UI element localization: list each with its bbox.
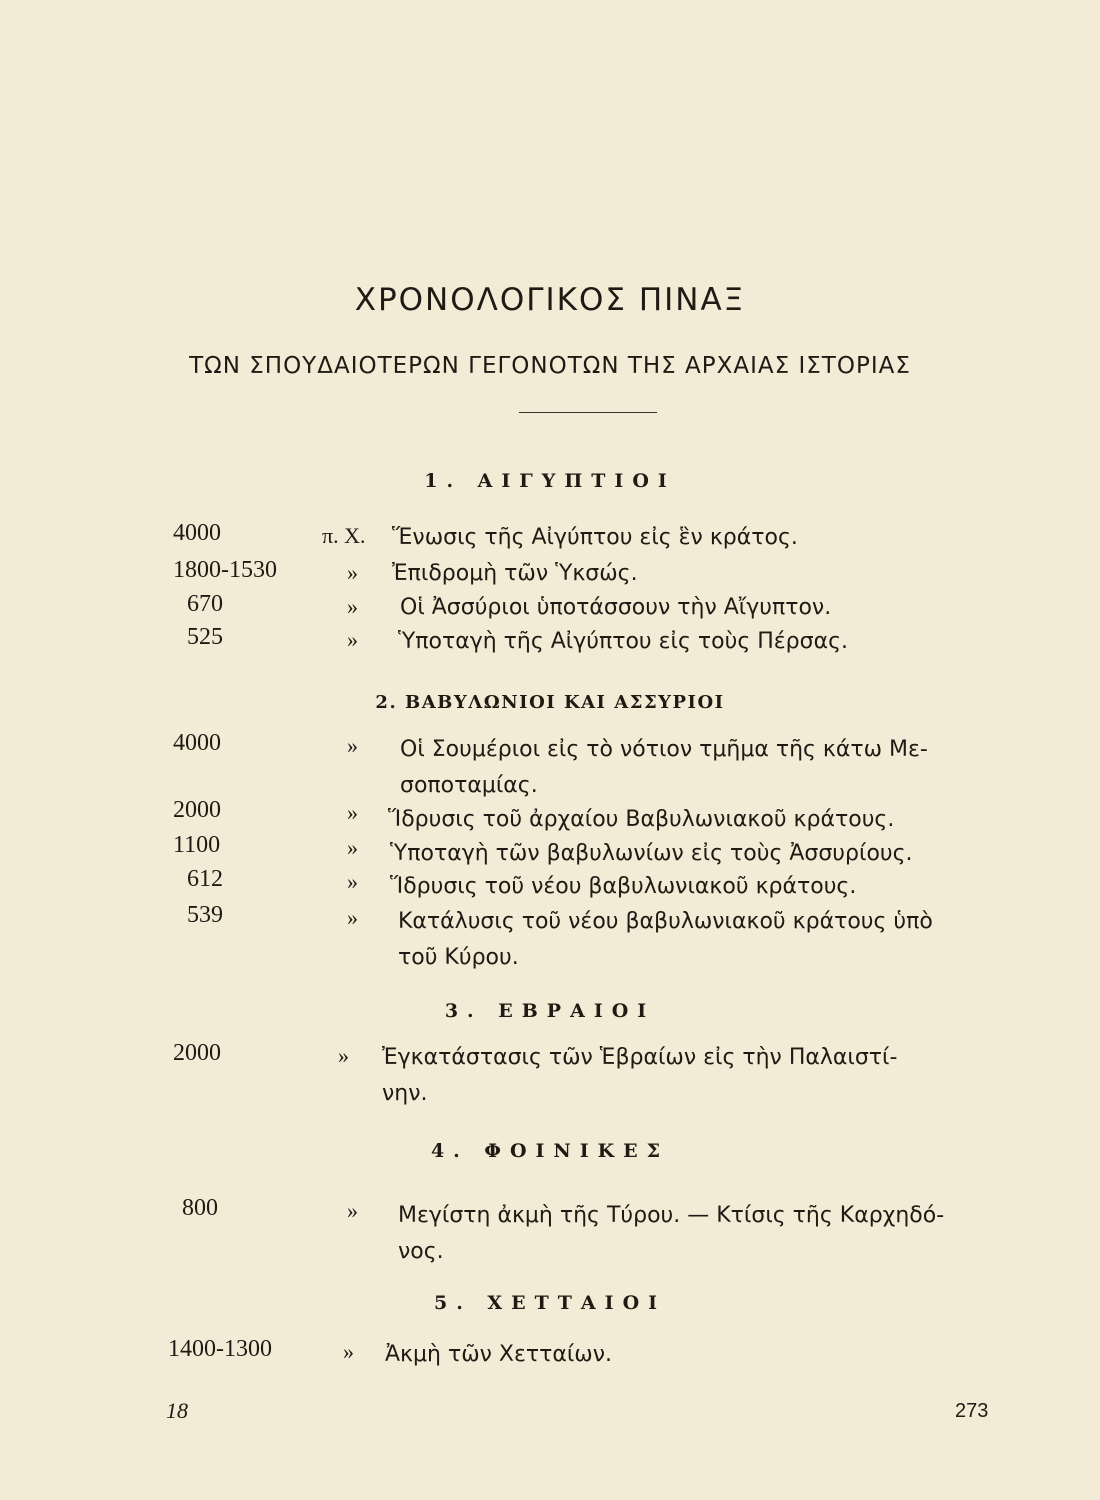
entry-text: Ἐγκατάστασις τῶν Ἑβραίων εἰς τὴν Παλαιστί- — [382, 1045, 898, 1070]
entry-year: 4000 — [173, 520, 221, 546]
entry-text-continued: νος. — [398, 1239, 444, 1264]
entry-ditto-mark: » — [347, 733, 358, 758]
entry-text: Ὑποταγὴ τῶν βαβυλωνίων εἰς τοὺς Ἀσσυρίους. — [390, 841, 913, 866]
entry-year: 1100 — [173, 832, 221, 858]
entry-year: 539 — [187, 902, 223, 928]
entry-ditto-mark: » — [343, 1339, 354, 1364]
entry-ditto-mark: » — [347, 627, 358, 652]
entry-ditto-mark: » — [347, 1198, 358, 1223]
entry-year: 2000 — [173, 1040, 221, 1066]
section-heading-hebrews: 3. ΕΒΡΑΙΟΙ — [444, 1000, 656, 1022]
entry-ditto-mark: » — [338, 1043, 349, 1068]
entry-ditto-mark: » — [347, 835, 358, 860]
entry-era-mark: π. Χ. — [322, 523, 366, 548]
entry-text: Ἀκμὴ τῶν Χετταίων. — [385, 1342, 613, 1367]
entry-year: 4000 — [173, 730, 221, 756]
entry-text: Μεγίστη ἀκμὴ τῆς Τύρου. — Κτίσις τῆς Καρχηδό- — [398, 1203, 945, 1228]
section-heading-hittites: 5. ΧΕΤΤΑΙΟΙ — [433, 1292, 667, 1314]
entry-ditto-mark: » — [347, 905, 358, 930]
section-heading-phoenicians: 4. ΦΟΙΝΙΚΕΣ — [430, 1140, 670, 1162]
entry-year: 1400-1300 — [168, 1336, 272, 1362]
entry-year: 800 — [182, 1195, 218, 1221]
section-heading-egyptians: 1. ΑΙΓΥΠΤΙΟΙ — [424, 470, 676, 492]
entry-year: 612 — [187, 866, 223, 892]
entry-year: 670 — [187, 591, 223, 617]
entry-text: Οἱ Σουμέριοι εἰς τὸ νότιον τμῆμα τῆς κάτω Με- — [400, 737, 928, 762]
entry-text: Κατάλυσις τοῦ νέου βαβυλωνιακοῦ κράτους ὑπὸ — [398, 909, 933, 934]
entry-year: 2000 — [173, 797, 221, 823]
entry-text: Ὑποταγὴ τῆς Αἰγύπτου εἰς τοὺς Πέρσας. — [398, 629, 848, 654]
entry-ditto-mark: » — [347, 560, 358, 585]
page-number: 273 — [955, 1400, 989, 1422]
entry-text: Ἵδρυσις τοῦ νέου βαβυλωνιακοῦ κράτους. — [390, 874, 857, 899]
entry-ditto-mark: » — [347, 869, 358, 894]
page-subtitle: ΤΩΝ ΣΠΟΥΔΑΙΟΤΕΡΩΝ ΓΕΓΟΝΟΤΩΝ ΤΗΣ ΑΡΧΑΙΑΣ ΙΣΤΟΡΙΑΣ — [189, 353, 911, 379]
entry-ditto-mark: » — [347, 594, 358, 619]
entry-text-continued: νην. — [382, 1081, 428, 1106]
entry-text: Ἕνωσις τῆς Αἰγύπτου εἰς ἓν κράτος. — [392, 525, 798, 550]
entry-year: 1800-1530 — [173, 557, 277, 583]
section-heading-babylonians: 2. ΒΑΒΥΛΩΝΙΟΙ ΚΑΙ ΑΣΣΥΡΙΟΙ — [375, 692, 725, 713]
signature-mark: 18 — [166, 1398, 188, 1423]
entry-text: Ἵδρυσις τοῦ ἀρχαίου Βαβυλωνιακοῦ κράτους. — [388, 807, 895, 832]
entry-text: Ἐπιδρομὴ τῶν Ὑκσώς. — [392, 561, 638, 586]
entry-text-continued: τοῦ Κύρου. — [398, 945, 519, 970]
entry-text: Οἱ Ἀσσύριοι ὑποτάσσουν τὴν Αἴγυπτον. — [400, 595, 832, 620]
entry-text-continued: σοποταμίας. — [400, 773, 538, 798]
entry-ditto-mark: » — [347, 800, 358, 825]
entry-year: 525 — [187, 624, 223, 650]
page-title: ΧΡΟΝΟΛΟΓΙΚΟΣ ΠΙΝΑΞ — [354, 282, 746, 318]
title-divider — [519, 412, 657, 413]
